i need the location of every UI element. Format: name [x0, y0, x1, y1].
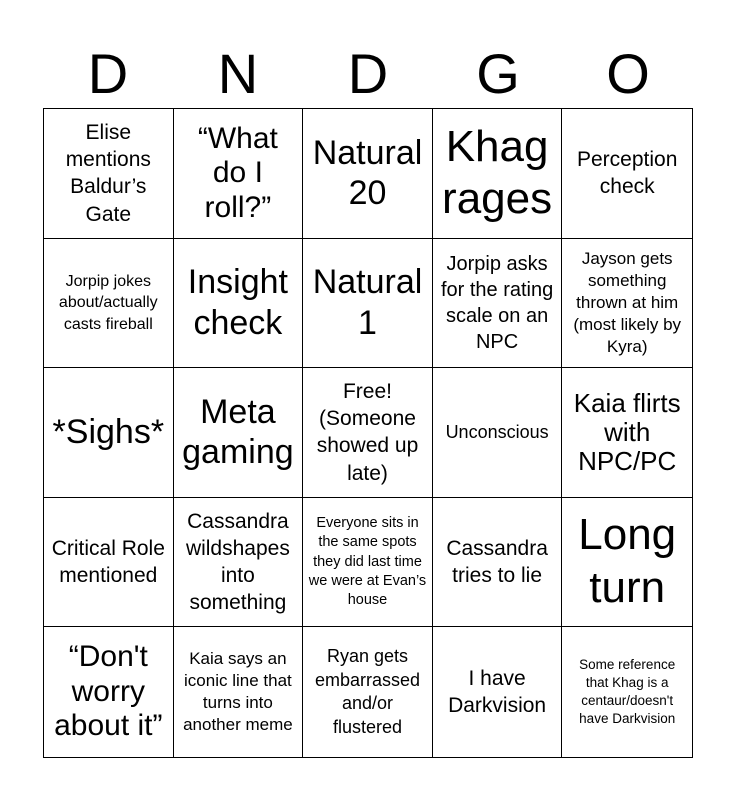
bingo-cell[interactable]: Free! (Someone showed up late)	[303, 368, 433, 498]
bingo-cell[interactable]: Critical Role mentioned	[44, 498, 174, 628]
bingo-cell[interactable]: Some reference that Khag is a centaur/doesn't have Darkvision	[579, 656, 676, 727]
header-letter: G	[476, 42, 520, 105]
bingo-cell[interactable]: Elise mentions Baldur’s Gate	[44, 109, 174, 239]
bingo-cell[interactable]: I have Darkvision	[433, 627, 563, 757]
header-letter: O	[606, 42, 650, 105]
bingo-cell[interactable]: Khag rages	[433, 109, 563, 239]
bingo-cell[interactable]: Perception check	[562, 109, 692, 239]
bingo-cell[interactable]: Ryan gets embarrassed and/or flustered	[303, 627, 433, 757]
bingo-cell[interactable]: Kaia says an iconic line that turns into another meme	[174, 627, 304, 757]
bingo-grid	[43, 108, 693, 758]
bingo-cell[interactable]: Jayson gets something thrown at him (most likely by Kyra)	[562, 239, 692, 369]
bingo-cell[interactable]: “What do I roll?”	[174, 109, 304, 239]
bingo-cell[interactable]: Insight check	[174, 239, 304, 369]
bingo-cell[interactable]: Jorpip asks for the rating scale on an NPC	[433, 239, 563, 369]
header-letter: N	[217, 42, 259, 105]
bingo-cell[interactable]: Unconscious	[433, 368, 563, 498]
bingo-header	[43, 40, 693, 108]
header-letter: D	[87, 42, 129, 105]
bingo-cell[interactable]: Jorpip jokes about/actually casts fireball	[44, 239, 174, 369]
bingo-cell[interactable]: Everyone sits in the same spots they did last time we were at Evan’s house	[303, 498, 433, 628]
bingo-cell[interactable]: *Sighs*	[44, 368, 174, 498]
bingo-cell[interactable]: “Don't worry about it”	[44, 627, 174, 757]
bingo-cell[interactable]: Meta gaming	[174, 368, 304, 498]
bingo-cell[interactable]: Natural 20	[303, 109, 433, 239]
header-letter: D	[347, 42, 389, 105]
bingo-cell[interactable]: Natural 1	[303, 239, 433, 369]
bingo-cell[interactable]: Kaia flirts with NPC/PC	[562, 368, 692, 498]
bingo-cell[interactable]: Cassandra tries to lie	[433, 498, 563, 628]
bingo-cell[interactable]: Long turn	[562, 498, 692, 628]
bingo-cell[interactable]: Cassandra wildshapes into something	[174, 498, 304, 628]
